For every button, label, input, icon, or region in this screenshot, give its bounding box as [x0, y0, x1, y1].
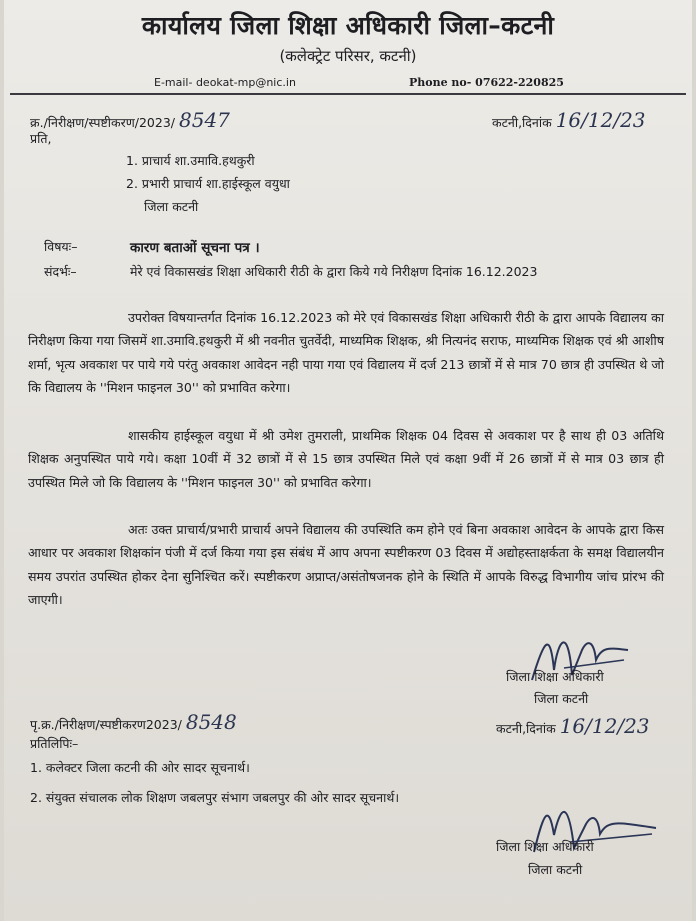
- body-paragraph-1-text: उपरोक्त विषयान्तर्गत दिनांक 16.12.2023 को मेरे एवं विकासखंड शिक्षा अधिकारी रीठी के द्वारा आपके विद्यालय का निरीक्षण किया गया जिसमें शा.उमावि.हथकुरी में श्री नवनीत चुतर्वेदी, माध्यमिक शिक्षक, श्री नित्यनंद सराफ, माध्यमिक शिक्षक एवं श्री आशीष शर्मा, भृत्य अवकाश पर पाये गये परंतु अवकाश आवेदन नही पाया गया एवं विद्यालय में दर्ज 213 छात्रों में से मात्र 70 छात्र ही उपस्थित थे जो कि विद्यालय के ''मिशन फाइनल 30'' को प्रभावित करेगा।: [28, 310, 664, 395]
- office-title: कार्यालय जिला शिक्षा अधिकारी जिला–कटनी: [141, 11, 555, 40]
- endorsement-date-handwritten: 16/12/23: [559, 714, 650, 738]
- recipient-line-1: 1. प्राचार्य शा.उमावि.हथकुरी: [126, 153, 255, 168]
- copy-item-2: 2. संयुक्त संचालक लोक शिक्षण जबलपुर संभाग जबलपुर की ओर सादर सूचनार्थ।: [30, 790, 400, 805]
- subject-text: कारण बताओं सूचना पत्र ।: [130, 240, 260, 256]
- endorsement-number: [30, 710, 237, 734]
- reference-line-label: संदर्भः–: [44, 264, 77, 279]
- body-paragraph-2: [28, 424, 664, 494]
- reference-number-label: क्र./निरीक्षण/स्पष्टीकरण/2023/: [30, 115, 176, 130]
- body-paragraph-3-text: अतः उक्त प्राचार्य/प्रभारी प्राचार्य अपने विद्यालय की उपस्थिति कम होने एवं बिना अवकाश आवेदन के आपके द्वारा किस आधार पर अवकाश शिक्षकांन पंजी में दर्ज किया गया इस संबंध में आप अपना स्पष्टीकरण 03 दिवस में अद्योहस्ताक्षर्कता के समक्ष विद्यालयीन समय उपरांत उपस्थित होकर देना सुनिश्चित करें। स्पष्टीकरण अप्राप्त/असंतोषजनक होने के स्थिति में आपके विरुद्ध विभागीय जांच प्रांरभ की जाएगी।: [28, 522, 664, 607]
- signature-1-district: जिला कटनी: [534, 691, 589, 706]
- office-email: E-mail- deokat-mp@nic.in: [154, 76, 296, 89]
- reference-date-label: कटनी,दिनांक: [492, 115, 552, 130]
- body-paragraph-2-text: शासकीय हाईस्कूल वयुधा में श्री उमेश तुमराली, प्राथमिक शिक्षक 04 दिवस से अवकाश पर है साथ ही 03 अतिथि शिक्षक अनुपस्थित पाये गये। कक्षा 10वीं में 32 छात्रों में से 15 छात्र उपस्थित मिले एवं कक्षा 9वीं में 26 छात्रों में से मात्र 03 छात्र ही उपस्थित मिले जो कि विद्यालय के ''मिशन फाइनल 30'' को प्रभावित करेगा।: [28, 428, 664, 490]
- reference-line-text: मेरे एवं विकासखंड शिक्षा अधिकारी रीठी के द्वारा किये गये निरीक्षण दिनांक 16.12.2023: [130, 264, 538, 279]
- recipient-line-3: जिला कटनी: [144, 199, 199, 214]
- reference-date: [492, 108, 646, 132]
- signature-2-title: जिला शिक्षा अधिकारी: [496, 839, 594, 854]
- office-phone: Phone no- 07622-220825: [409, 76, 564, 89]
- copy-item-1: 1. कलेक्टर जिला कटनी की ओर सादर सूचनार्थ।: [30, 760, 250, 775]
- endorsement-date: [496, 714, 650, 738]
- signature-1-title: जिला शिक्षा अधिकारी: [506, 669, 604, 684]
- reference-number-handwritten: 8547: [179, 108, 230, 132]
- body-paragraph-1: [28, 306, 664, 399]
- office-address: (कलेक्ट्रेट परिसर, कटनी): [279, 47, 417, 65]
- endorsement-number-label: पृ.क्र./निरीक्षण/स्पष्टीकरण2023/: [30, 717, 182, 732]
- recipients-prati: प्रति,: [30, 131, 52, 146]
- signature-2-district: जिला कटनी: [528, 862, 583, 877]
- reference-number: [30, 108, 230, 132]
- reference-date-handwritten: 16/12/23: [555, 108, 646, 132]
- header-divider: [10, 93, 686, 95]
- endorsement-number-handwritten: 8548: [185, 710, 237, 734]
- letter-page: [4, 0, 692, 921]
- endorsement-date-label: कटनी,दिनांक: [496, 721, 556, 736]
- body-paragraph-3: [28, 518, 664, 611]
- subject-label: विषयः–: [44, 239, 78, 254]
- recipient-line-2: 2. प्रभारी प्राचार्य शा.हाईस्कूल वयुधा: [126, 176, 290, 191]
- copy-label: प्रतिलिपिः–: [30, 736, 79, 751]
